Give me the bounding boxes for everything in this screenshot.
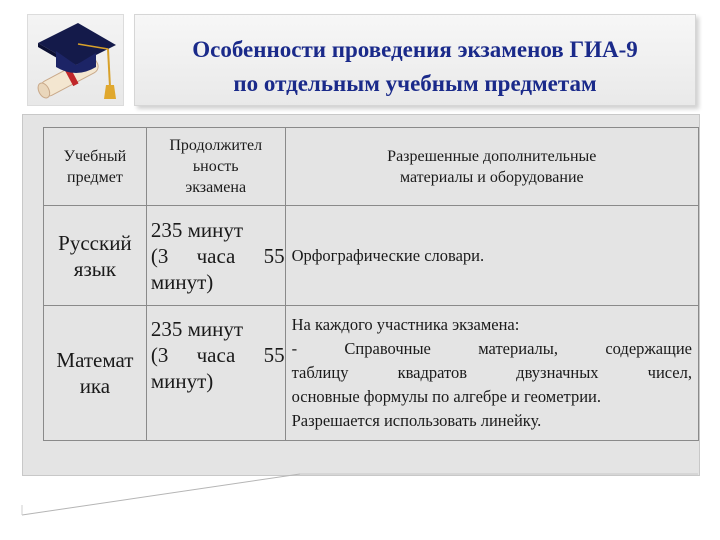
header-duration-line: экзамена bbox=[185, 179, 247, 196]
materials-line: Орфографические словари. bbox=[291, 245, 485, 265]
header-duration-line: Продолжител bbox=[169, 137, 263, 154]
header-subject-line: Учебный bbox=[63, 147, 127, 165]
materials-line: Разрешается использовать линейку. bbox=[291, 411, 542, 430]
header-duration-line: ьность bbox=[192, 158, 239, 175]
header-materials-line: материалы и оборудование bbox=[399, 168, 584, 186]
materials-line: основные формулы по алгебре и геометрии. bbox=[291, 387, 602, 406]
duration-line: 235 минут bbox=[150, 217, 244, 242]
duration-line: (3 часа 55 bbox=[150, 343, 285, 367]
materials-line: - Справочные материалы, содержащие bbox=[291, 339, 692, 358]
materials-line: таблицу квадратов двузначных чисел, bbox=[291, 363, 692, 382]
duration-line: минут) bbox=[150, 269, 214, 294]
page-title-line-1: Особенности проведения экзаменов ГИА-9 bbox=[192, 37, 638, 62]
subject-line: Русский bbox=[58, 230, 132, 255]
subject-line: язык bbox=[73, 256, 117, 281]
header-materials-line: Разрешенные дополнительные bbox=[387, 147, 597, 165]
page-title-line-2: по отдельным учебным предметам bbox=[233, 71, 597, 96]
duration-line: минут) bbox=[150, 369, 214, 393]
materials-line: На каждого участника экзамена: bbox=[291, 315, 520, 334]
header-subject-line: предмет bbox=[67, 168, 123, 186]
duration-line: 235 минут bbox=[150, 317, 244, 341]
subject-line: ика bbox=[79, 374, 111, 398]
subject-line: Математ bbox=[56, 348, 134, 372]
duration-line: (3 часа 55 bbox=[150, 243, 285, 268]
